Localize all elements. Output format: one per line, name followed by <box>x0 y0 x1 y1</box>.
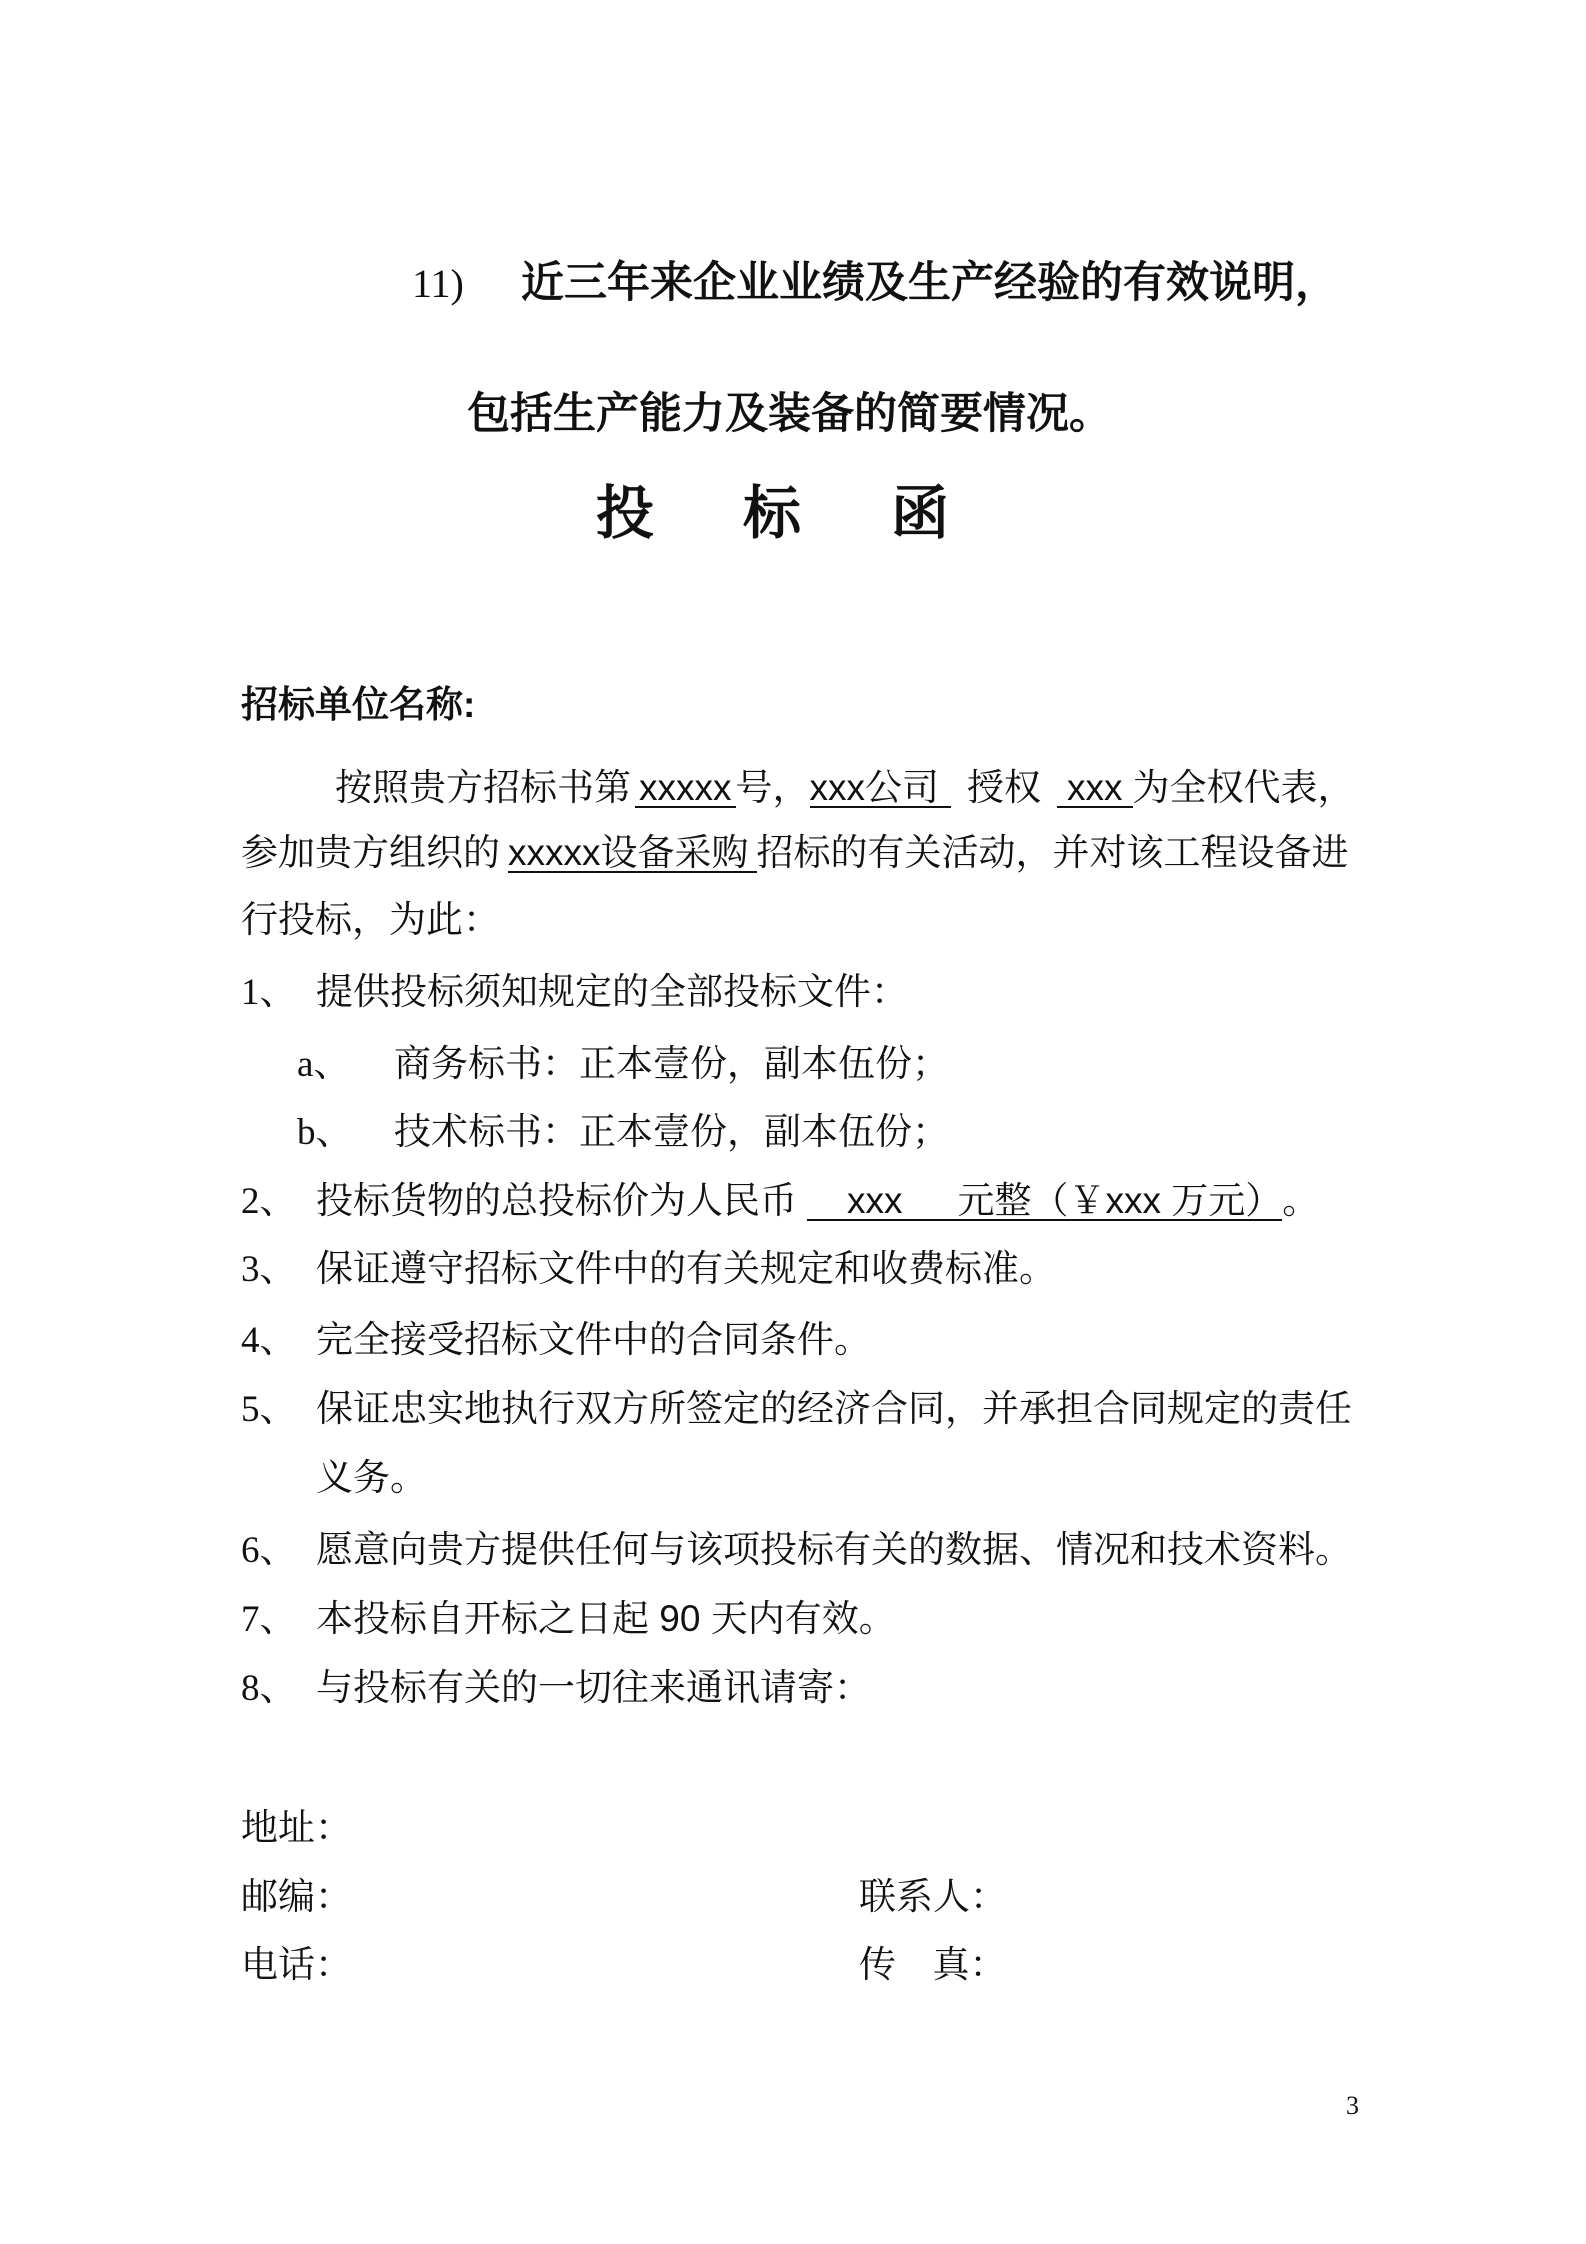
title-char: 函 <box>891 481 950 546</box>
item-text: 投标货物的总投标价为人民币 <box>316 1180 797 1221</box>
intro-line-3: 行投标，为此： <box>241 899 500 940</box>
item-number: 5、 <box>241 1389 297 1430</box>
subitem-letter: a、 <box>297 1044 351 1085</box>
heading-line-1: 近三年来企业业绩及生产经验的有效说明， <box>521 259 1338 307</box>
subitem-text: 商务标书：正本壹份，副本伍份； <box>394 1043 949 1084</box>
company-field: xxx公司 <box>810 769 952 808</box>
intro-text: 号， <box>735 767 810 808</box>
list-item <box>241 1390 1352 1428</box>
list-item <box>241 1321 871 1359</box>
subitem-text: 技术标书：正本壹份，副本伍份； <box>394 1111 949 1152</box>
intro-line-2 <box>241 834 1349 873</box>
list-item <box>241 1250 1056 1288</box>
contact-person-label: 联系人： <box>859 1876 1007 1917</box>
project-field: xxxxx设备采购 <box>508 834 757 873</box>
item-number: 8、 <box>241 1668 297 1709</box>
item-number: 4、 <box>241 1320 297 1361</box>
representative-field: xxx <box>1057 769 1133 808</box>
list-item <box>241 973 908 1011</box>
item-number: 1、 <box>241 972 297 1013</box>
list-item <box>241 1600 896 1638</box>
intro-text: 为全权代表， <box>1132 767 1355 808</box>
item-number: 2、 <box>241 1181 297 1222</box>
tender-number-field: xxxxx <box>635 769 736 808</box>
item-text: 愿意向贵方提供任何与该项投标有关的数据、情况和技术资料。 <box>316 1529 1352 1570</box>
intro-text: 按照贵方招标书第 <box>335 767 631 808</box>
postcode-label: 邮编： <box>241 1876 352 1917</box>
item-text: 与投标有关的一切往来通讯请寄： <box>316 1667 871 1708</box>
item-text: 保证遵守招标文件中的有关规定和收费标准。 <box>316 1248 1056 1289</box>
subitem-letter: b、 <box>297 1112 353 1153</box>
item-number: 6、 <box>241 1530 297 1571</box>
intro-text: 授权 <box>967 767 1041 808</box>
item-number: 7、 <box>241 1599 297 1640</box>
item-text-end: 。 <box>1282 1180 1320 1221</box>
sub-list-item <box>297 1113 949 1151</box>
item-text: 保证忠实地执行双方所签定的经济合同，并承担合同规定的责任 <box>316 1388 1352 1429</box>
intro-text: 参加贵方组织的 <box>241 832 500 873</box>
intro-line-1 <box>335 769 1355 808</box>
fax-label: 传 真： <box>859 1944 1007 1985</box>
intro-text: 招标的有关活动，并对该工程设备进 <box>756 832 1349 873</box>
item-text: 完全接受招标文件中的合同条件。 <box>316 1319 871 1360</box>
bid-amount: xxx <box>847 1180 903 1221</box>
sub-list-item <box>297 1045 949 1083</box>
recipient-label: 招标单位名称: <box>241 684 476 725</box>
page-number: 3 <box>1346 2091 1359 2120</box>
list-item <box>241 1531 1352 1569</box>
bid-amount-words: 元整（￥xxx 万元） <box>957 1180 1283 1221</box>
heading-line-2: 包括生产能力及装备的简要情况。 <box>467 390 1112 438</box>
item-text: 本投标自开标之日起 90 天内有效。 <box>316 1598 896 1639</box>
list-item <box>241 1182 1319 1221</box>
item-text-continuation: 义务。 <box>316 1457 427 1498</box>
title-char: 投 <box>596 481 655 546</box>
title-char: 标 <box>743 481 802 546</box>
bid-price-field <box>807 1182 1282 1221</box>
list-item <box>241 1669 871 1707</box>
address-label: 地址： <box>241 1807 352 1848</box>
phone-label: 电话： <box>241 1944 352 1985</box>
heading-number: 11) <box>412 261 464 306</box>
item-text: 提供投标须知规定的全部投标文件： <box>316 971 908 1012</box>
item-number: 3、 <box>241 1249 297 1290</box>
